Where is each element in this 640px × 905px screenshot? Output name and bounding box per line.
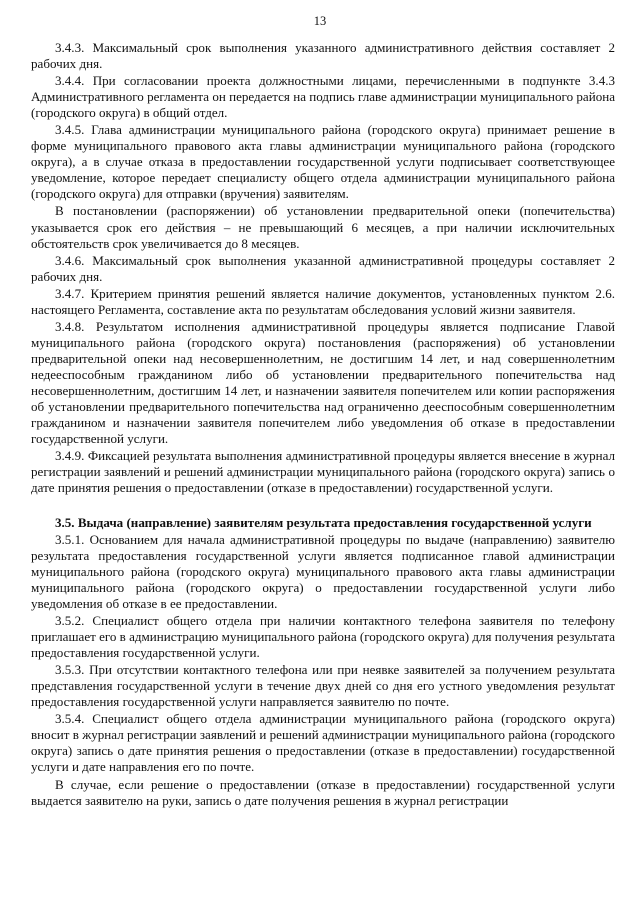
- paragraph-3-5-2: 3.5.2. Специалист общего отдела при наличии контактного телефона заявителя по телефону приглашает его в администрацию муниципального района (городского округа) для получения результата предоставления государственной услуги.: [31, 613, 615, 661]
- paragraph-3-4-9: 3.4.9. Фиксацией результата выполнения административной процедуры является внесение в журнал регистрации заявлений и решений администрации муниципального района (городского округа) запись о дате принятия решения о предоставлении (отказе в предоставлении) государственной услуги.: [31, 448, 615, 496]
- paragraph-3-5-4: 3.5.4. Специалист общего отдела администрации муниципального района (городского округа) вносит в журнал регистрации заявлений и решений администрации муниципального района (городского округа) запись о дате принятия решения о предоставлении (отказе в предоставлении) государственной услуги и дате направления его по почте.: [31, 711, 615, 775]
- document-body: [31, 40, 615, 809]
- page-number: 13: [313, 14, 327, 28]
- paragraph-3-5-1: 3.5.1. Основанием для начала административной процедуры по выдаче (направлению) заявителю результата предоставления государственной услуги является подписанное главой администрации муниципального района (городского округа) муниципального правового акта главы администрации муниципального района (городского округа) о предоставлении государственной услуги либо уведомления об отказе в ее предоставлении.: [31, 531, 615, 611]
- paragraph-3-4-5: 3.4.5. Глава администрации муниципального района (городского округа) принимает решение в форме муниципального правового акта главы администрации муниципального района (городского округа), а в случае отказа в предоставлении государственной услуги подписывает соответствующее уведомление, которое передает специалисту общего отдела администрации муниципального района (городского округа) для отправки (вручения) заявителям.: [31, 122, 615, 202]
- paragraph-3-4-7: 3.4.7. Критерием принятия решений является наличие документов, установленных пунктом 2.6. настоящего Регламента, составление акта по результатам обследования условий жизни заявителя.: [31, 285, 615, 317]
- paragraph-3-4-3: 3.4.3. Максимальный срок выполнения указанного административного действия составляет 2 рабочих дня.: [31, 40, 615, 72]
- paragraph-preliminary-guardianship-term: В постановлении (распоряжении) об установлении предварительной опеки (попечительства) указывается срок его действия – не превышающий 6 месяцев, а при наличии исключительных обстоятельств срок увеличивается до 8 месяцев.: [31, 203, 615, 251]
- section-heading-3-5: 3.5. Выдача (направление) заявителям результата предоставления государственной услуги: [55, 515, 592, 531]
- paragraph-3-4-6: 3.4.6. Максимальный срок выполнения указанной административной процедуры составляет 2 рабочих дня.: [31, 252, 615, 284]
- paragraph-3-4-4: 3.4.4. При согласовании проекта должностными лицами, перечисленными в подпункте 3.4.3 Административного регламента он передается на подпись главе администрации муниципального района (городского округа) в общий отдел.: [31, 73, 615, 121]
- paragraph-3-5-3: 3.5.3. При отсутствии контактного телефона или при неявке заявителей за получением результата представления государственной услуги в течение двух дней со дня его устного уведомления результат предоставления государственной услуги направляется заявителю по почте.: [31, 662, 615, 710]
- paragraph-3-4-8: 3.4.8. Результатом исполнения административной процедуры является подписание Главой муниципального района (городского округа) постановления (распоряжения) об установлении предварительной опеки над несовершеннолетним, не достигшим 14 лет, и над совершеннолетним недееспособным гражданином либо об установлении предварительного попечительства над несовершеннолетним, достигшим 14 лет, и назначении заявителя попечителем или копии распоряжения об установлении предварительного попечительства над ограниченно дееспособным совершеннолетним гражданином и назначении заявителя попечителем либо уведомления об отказе в предоставлении государственной услуги.: [31, 318, 615, 447]
- paragraph-hand-delivery: В случае, если решение о предоставлении (отказе в предоставлении) государственной услуги выдается заявителю на руки, запись о дате получения решения в журнал регистрации: [31, 776, 615, 808]
